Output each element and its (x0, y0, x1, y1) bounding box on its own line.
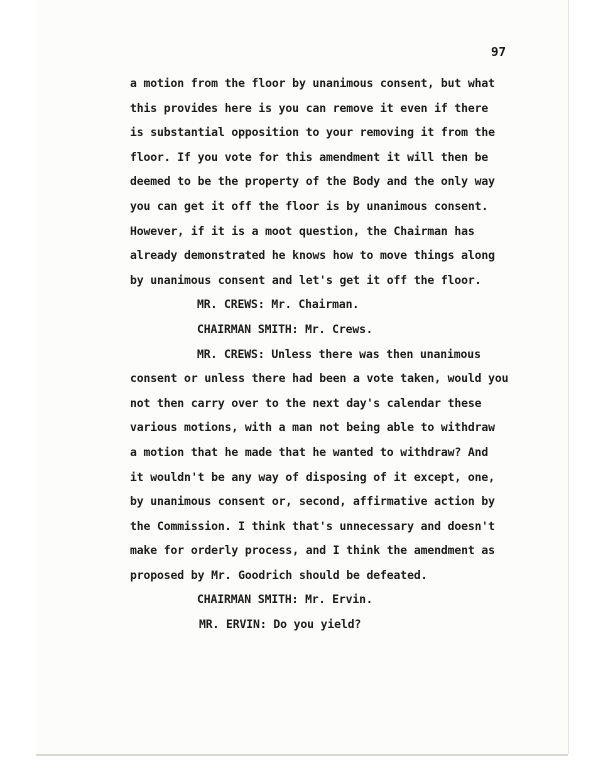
text-line: this provides here is you can remove it even if there (130, 100, 489, 115)
text-line: it wouldn't be any way of disposing of it except, one, (130, 469, 495, 484)
text-line: a motion that he made that he wanted to withdraw? And (130, 444, 489, 459)
transcript-body (130, 71, 550, 637)
text-line: floor. If you vote for this amendment it will then be (130, 149, 489, 164)
speaker-line: CHAIRMAN SMITH: Mr. Crews. (197, 321, 373, 336)
page-number: 97 (491, 44, 507, 59)
speaker-line: CHAIRMAN SMITH: Mr. Ervin. (197, 592, 373, 607)
text-line: make for orderly process, and I think the amendment as (130, 543, 495, 558)
text-line: is substantial opposition to your removing it from the (130, 125, 495, 140)
speaker-line: MR. CREWS: Mr. Chairman. (197, 297, 360, 312)
text-line: already demonstrated he knows how to move things along (130, 248, 495, 263)
text-line: consent or unless there had been a vote taken, would you (130, 371, 509, 386)
text-line: a motion from the floor by unanimous consent, but what (130, 76, 495, 90)
text-line: various motions, with a man not being able to withdraw (130, 420, 495, 435)
text-line: proposed by Mr. Goodrich should be defeated. (130, 567, 428, 582)
paper-bottom-edge (36, 754, 568, 756)
text-line: not then carry over to the next day's calendar these (130, 395, 482, 410)
text-line: the Commission. I think that's unnecessary and doesn't (130, 518, 495, 533)
speaker-line: MR. ERVIN: Do you yield? (199, 617, 362, 632)
text-line: by unanimous consent and let's get it off the floor. (130, 272, 482, 287)
text-line: by unanimous consent or, second, affirmative action by (130, 494, 495, 509)
text-line: you can get it off the floor is by unanimous consent. (130, 198, 489, 213)
text-line: deemed to be the property of the Body and the only way (130, 174, 495, 189)
speaker-line: MR. CREWS: Unless there was then unanimous (197, 346, 481, 361)
text-line: However, if it is a moot question, the Chairman has (130, 223, 475, 238)
